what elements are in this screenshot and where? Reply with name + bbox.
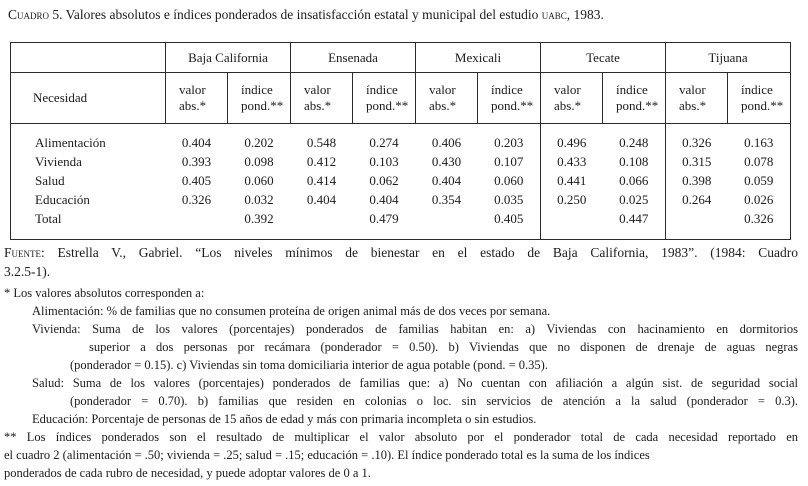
value-cell: 0.479 — [369, 211, 399, 226]
abs-label: abs.* — [554, 98, 582, 113]
value-cell — [166, 209, 228, 240]
value-cell: 0.103 — [369, 154, 399, 169]
value-cell: 0.404 — [369, 192, 399, 207]
source-citation: : Estrella V., Gabriel. “Los niveles mínimos de bienestar en el estado de Baja California, 1983”. (1984: Cuadro — [41, 245, 798, 260]
footnote-line: Alimentación: % de familias que no consumen proteína de origen animal más de dos veces por semana. — [32, 304, 551, 318]
region-header-tijuana: Tijuana — [666, 43, 791, 73]
valor-abs-header — [291, 73, 353, 124]
footnote-line: ** Los índices ponderados son el resultado de multiplicar el valor absoluto por el ponderador total de cada necesidad reportado en — [4, 430, 798, 444]
abs-label: abs.* — [429, 98, 457, 113]
valor-label: valor — [429, 82, 456, 97]
value-cell: 0.430 — [431, 154, 462, 169]
row-label: Vivienda — [35, 154, 82, 169]
value-cell: 0.032 — [244, 192, 274, 207]
value-cell: 0.203 — [494, 135, 524, 150]
region-header-tecate: Tecate — [541, 43, 666, 73]
title-text: 5. Valores absolutos e índices ponderados de insatisfacción estatal y municipal del estudio — [49, 7, 542, 22]
value-cell: 0.406 — [431, 135, 462, 150]
indice-pond-header — [353, 73, 416, 124]
value-cell: 0.405 — [494, 211, 524, 226]
value-cell: 0.107 — [494, 154, 524, 169]
value-cell: 0.393 — [181, 154, 212, 169]
value-cell: 0.163 — [744, 135, 774, 150]
value-cell: 0.326 — [181, 192, 212, 207]
table-row-total — [11, 209, 791, 240]
title-cuadro-label: Cuadro — [8, 7, 50, 22]
value-cell: 0.405 — [181, 173, 212, 188]
value-cell: 0.025 — [619, 192, 649, 207]
indice-label: índice — [491, 82, 523, 97]
footnote-line: superior a dos personas por recámara (ponderador = 0.50). b) Viviendas que no disponen de drenaje de aguas negras — [89, 340, 798, 354]
value-cell: 0.354 — [431, 192, 462, 207]
region-header-row — [11, 43, 791, 73]
indice-label: índice — [616, 82, 648, 97]
value-cell — [541, 209, 603, 240]
table-row — [11, 124, 791, 153]
pond-label: pond.** — [616, 98, 659, 113]
valor-label: valor — [304, 82, 331, 97]
indice-pond-header — [728, 73, 791, 124]
value-cell: 0.414 — [306, 173, 337, 188]
region-header-mexicali: Mexicali — [416, 43, 541, 73]
valor-abs-header — [166, 73, 228, 124]
footnote-line: * Los valores absolutos corresponden a: — [4, 286, 205, 300]
statistics-table — [10, 42, 791, 240]
pond-label: pond.** — [366, 98, 409, 113]
row-label: Alimentación — [35, 135, 106, 150]
source-line-1 — [4, 243, 798, 262]
value-cell: 0.326 — [744, 211, 774, 226]
row-label: Salud — [35, 173, 65, 188]
footnote-double-asterisk — [4, 428, 798, 482]
footnote-line: ponderados de cada rubro de necesidad, y puede adoptar valores de 0 a 1. — [4, 466, 371, 480]
value-cell: 0.264 — [666, 190, 728, 209]
valor-abs-header — [666, 73, 728, 124]
value-cell: 0.433 — [541, 152, 603, 171]
value-cell: 0.108 — [619, 154, 649, 169]
valor-label: valor — [554, 82, 581, 97]
value-cell: 0.404 — [306, 192, 337, 207]
footnote-asterisk — [4, 284, 798, 428]
table-row — [11, 190, 791, 209]
source-line-2: 3.2.5-1). — [4, 264, 51, 279]
abs-label: abs.* — [679, 98, 707, 113]
value-cell: 0.202 — [244, 135, 274, 150]
value-cell: 0.250 — [541, 190, 603, 209]
footnote-line: Vivienda: Suma de los valores (porcentajes) ponderados de familias habitan en: a) Viviendas con hacinamiento en dormitorios — [32, 322, 798, 336]
abs-label: abs.* — [304, 98, 332, 113]
value-cell: 0.060 — [244, 173, 274, 188]
column-header-row — [11, 73, 791, 124]
valor-abs-header — [541, 73, 603, 124]
valor-label: valor — [179, 82, 206, 97]
value-cell: 0.060 — [494, 173, 524, 188]
value-cell: 0.315 — [666, 152, 728, 171]
indice-label: índice — [741, 82, 773, 97]
title-year: , 1983. — [566, 7, 604, 22]
footnote-line: Educación: Porcentaje de personas de 15 años de edad y más con primaria incompleta o sin estudios. — [32, 412, 537, 426]
pond-label: pond.** — [741, 98, 784, 113]
row-label: Total — [35, 211, 62, 226]
row-label: Educación — [35, 192, 90, 207]
value-cell: 0.098 — [244, 154, 274, 169]
value-cell — [666, 209, 728, 240]
source-note — [4, 243, 798, 281]
valor-label: valor — [679, 82, 706, 97]
title-uabc-acronym: uabc — [541, 7, 567, 22]
value-cell: 0.078 — [744, 154, 774, 169]
value-cell: 0.035 — [494, 192, 524, 207]
value-cell: 0.248 — [619, 135, 649, 150]
footnote-line: Salud: Suma de los valores (porcentajes) ponderados de familias que: a) No cuentan con afiliación a algún sist. de seguridad social — [32, 376, 798, 390]
value-cell: 0.026 — [744, 192, 774, 207]
abs-label: abs.* — [179, 98, 207, 113]
value-cell: 0.392 — [244, 211, 274, 226]
table-row — [11, 152, 791, 171]
value-cell: 0.059 — [744, 173, 774, 188]
value-cell: 0.062 — [369, 173, 399, 188]
value-cell: 0.412 — [306, 154, 337, 169]
value-cell — [416, 209, 478, 240]
necesidad-header-cell: Necesidad — [11, 73, 166, 124]
corner-empty-cell — [11, 43, 166, 73]
region-header-ensenada: Ensenada — [291, 43, 416, 73]
indice-pond-header — [228, 73, 291, 124]
value-cell: 0.066 — [619, 173, 649, 188]
value-cell: 0.441 — [541, 171, 603, 190]
valor-abs-header — [416, 73, 478, 124]
indice-pond-header — [478, 73, 541, 124]
fuente-label: Fuente — [4, 245, 41, 260]
footnote-line: (ponderador = 0.15). c) Viviendas sin toma domiciliaria interior de agua potable (pond. = 0.35). — [70, 358, 548, 372]
indice-label: índice — [241, 82, 273, 97]
value-cell: 0.496 — [541, 124, 603, 153]
value-cell: 0.274 — [369, 135, 399, 150]
value-cell — [291, 209, 353, 240]
footnote-line: (ponderador = 0.70). b) familias que residen en colonias o loc. sin servicios de atención a la salud (ponderador = 0.3). — [70, 394, 798, 408]
indice-pond-header — [603, 73, 666, 124]
footnote-line: el cuadro 2 (alimentación = .50; vivienda = .25; salud = .15; educación = .10). El índice ponderado total es la suma de los índices — [4, 448, 650, 462]
value-cell: 0.404 — [181, 135, 212, 150]
value-cell: 0.447 — [619, 211, 649, 226]
table-title — [8, 6, 804, 23]
pond-label: pond.** — [491, 98, 534, 113]
pond-label: pond.** — [241, 98, 284, 113]
region-header-baja-california: Baja California — [166, 43, 291, 73]
value-cell: 0.548 — [306, 135, 337, 150]
value-cell: 0.326 — [666, 124, 728, 153]
table-row — [11, 171, 791, 190]
value-cell: 0.398 — [666, 171, 728, 190]
indice-label: índice — [366, 82, 398, 97]
value-cell: 0.404 — [431, 173, 462, 188]
